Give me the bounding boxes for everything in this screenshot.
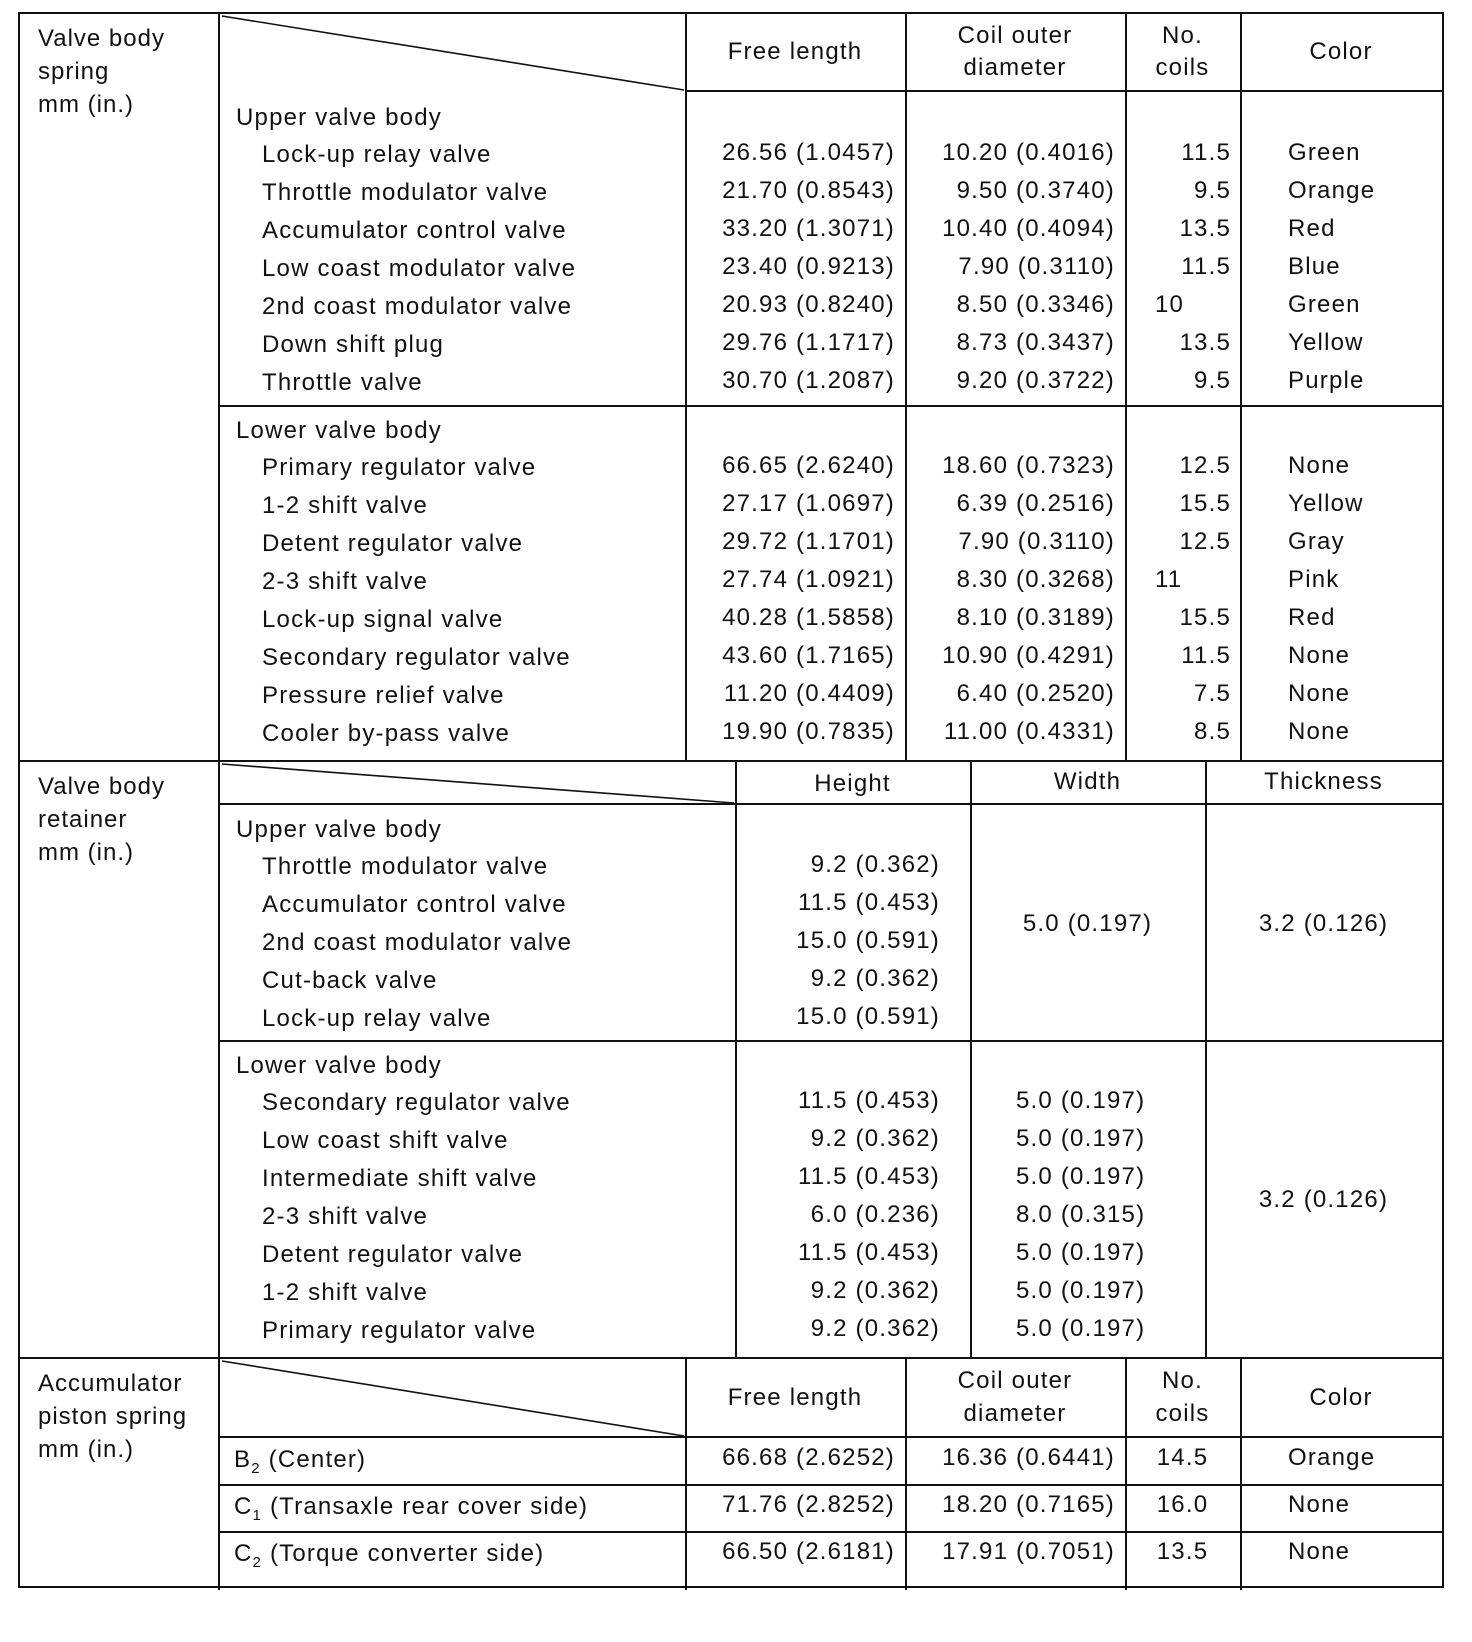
spring-free-length: 27.17 (1.0697) [722,490,895,517]
accum-header-no-coils-2: coils [1155,1400,1210,1427]
retainer-valve-name: Intermediate shift valve [262,1165,538,1192]
accum-free-length: 71.76 (2.8252) [722,1491,895,1518]
accum-no-coils: 16.0 [1156,1491,1209,1518]
spring-free-length: 30.70 (1.2087) [722,367,895,394]
spring-coil-diameter: 7.90 (0.3110) [958,253,1115,280]
spring-color: Green [1288,139,1361,166]
section-label-accumulator-piston-spring: Accumulator piston spring mm (in.) [38,1370,188,1463]
retainer-height: 9.2 (0.362) [810,965,940,992]
spring-free-length: 23.40 (0.9213) [722,253,895,280]
spring-upper-title: Upper valve body [236,104,442,131]
spring-coil-diameter: 6.40 (0.2520) [956,680,1115,707]
spring-coil-diameter: 18.60 (0.7323) [942,452,1115,479]
retainer-height: 9.2 (0.362) [810,1277,940,1304]
spring-color: Green [1288,291,1361,318]
spring-coil-diameter: 8.50 (0.3346) [956,291,1115,318]
spring-no-coils: 13.5 [1179,329,1231,356]
spring-coil-diameter: 10.20 (0.4016) [942,139,1115,166]
accum-header-color: Color [1309,1384,1373,1411]
spring-lower-title: Lower valve body [236,417,442,444]
spring-color: Gray [1288,528,1345,555]
header-no-coils: No. [1162,22,1203,49]
spring-valve-name: Lock-up relay valve [262,141,492,168]
retainer-valve-name: Lock-up relay valve [262,1005,492,1032]
spring-valve-name: Accumulator control valve [262,217,567,244]
retainer-width: 5.0 (0.197) [1016,1239,1146,1266]
retainer-lower-title: Lower valve body [236,1052,442,1079]
header-coil-outer-diameter: Coil outer [957,22,1073,49]
spring-color: None [1288,642,1351,669]
retainer-width: 5.0 (0.197) [1016,1125,1146,1152]
spring-free-length: 43.60 (1.7165) [722,642,895,669]
retainer-width: 5.0 (0.197) [1016,1315,1146,1342]
spring-no-coils: 11.5 [1181,253,1231,280]
rule-line [218,1436,1444,1438]
spring-color: None [1288,718,1351,745]
spring-free-length: 19.90 (0.7835) [722,718,895,745]
spring-free-length: 26.56 (1.0457) [722,139,895,166]
retainer-height: 11.5 (0.453) [797,889,940,916]
retainer-valve-name: 2-3 shift valve [262,1203,429,1230]
accum-coil-diameter: 16.36 (0.6441) [942,1444,1115,1471]
retainer-width: 8.0 (0.315) [1016,1201,1146,1228]
spring-color: None [1288,452,1351,479]
spring-free-length: 20.93 (0.8240) [722,291,895,318]
spring-valve-name: Low coast modulator valve [262,255,577,282]
spring-color: Yellow [1288,329,1364,356]
retainer-valve-name: Secondary regulator valve [262,1089,571,1116]
accum-spring-name: $C_2$ (Torque converter side) [234,1540,545,1571]
retainer-valve-name: Low coast shift valve [262,1127,509,1154]
spring-color: Purple [1288,367,1365,394]
spring-free-length: 11.20 (0.4409) [723,680,895,707]
spring-color: Pink [1288,566,1340,593]
retainer-valve-name: 1-2 shift valve [262,1279,429,1306]
spring-coil-diameter: 8.10 (0.3189) [956,604,1115,631]
retainer-upper-thickness: 3.2 (0.126) [1258,910,1389,937]
spring-no-coils: 9.5 [1194,177,1231,204]
retainer-height: 15.0 (0.591) [796,1003,940,1030]
spring-color: Red [1288,215,1336,242]
header-width: Width [1053,768,1122,795]
spring-no-coils: 7.5 [1194,680,1231,707]
retainer-height: 15.0 (0.591) [796,927,940,954]
spring-no-coils: 11.5 [1181,642,1231,669]
spring-free-length: 33.20 (1.3071) [722,215,895,242]
section-label-valve-body-retainer: Valve body retainer mm (in.) [38,773,165,866]
retainer-valve-name: Cut-back valve [262,967,438,994]
retainer-width: 5.0 (0.197) [1016,1087,1146,1114]
spring-valve-name: 1-2 shift valve [262,492,429,519]
retainer-width: 5.0 (0.197) [1016,1277,1146,1304]
retainer-height: 11.5 (0.453) [797,1239,940,1266]
accum-no-coils: 13.5 [1156,1538,1209,1565]
retainer-valve-name: Primary regulator valve [262,1317,537,1344]
spring-no-coils: 15.5 [1179,490,1231,517]
accum-header-coil-outer-diameter-2: diameter [963,1400,1067,1427]
header-color: Color [1309,38,1373,65]
retainer-height: 6.0 (0.236) [810,1201,940,1228]
spring-color: Red [1288,604,1336,631]
retainer-height: 9.2 (0.362) [810,1315,940,1342]
spring-coil-diameter: 6.39 (0.2516) [956,490,1115,517]
spring-free-length: 29.72 (1.1701) [722,528,895,555]
spring-coil-diameter: 10.90 (0.4291) [942,642,1115,669]
accum-color: None [1288,1538,1351,1565]
spring-valve-name: Lock-up signal valve [262,606,504,633]
spring-coil-diameter: 8.30 (0.3268) [956,566,1115,593]
spring-valve-name: Down shift plug [262,331,445,358]
spring-color: None [1288,680,1351,707]
header-height: Height [814,770,891,797]
accum-coil-diameter: 17.91 (0.7051) [942,1538,1115,1565]
accum-free-length: 66.50 (2.6181) [722,1538,895,1565]
accum-header-coil-outer-diameter: Coil outer [957,1367,1073,1394]
spring-free-length: 66.65 (2.6240) [722,452,895,479]
spring-color: Blue [1288,253,1341,280]
spring-valve-name: Cooler by-pass valve [262,720,511,747]
retainer-valve-name: Accumulator control valve [262,891,567,918]
spring-coil-diameter: 9.20 (0.3722) [956,367,1115,394]
accum-spring-name: $B_2$ (Center) [234,1446,367,1477]
spring-coil-diameter: 10.40 (0.4094) [942,215,1115,242]
spring-free-length: 40.28 (1.5858) [722,604,895,631]
spring-color: Yellow [1288,490,1364,517]
rule-line [218,1484,1444,1486]
retainer-lower-thickness: 3.2 (0.126) [1258,1186,1389,1213]
retainer-height: 9.2 (0.362) [810,851,940,878]
spring-no-coils: 11 [1155,566,1183,593]
accum-coil-diameter: 18.20 (0.7165) [942,1491,1115,1518]
spring-no-coils: 8.5 [1194,718,1231,745]
accum-color: Orange [1288,1444,1376,1471]
retainer-height: 11.5 (0.453) [797,1163,940,1190]
retainer-height: 11.5 (0.453) [797,1087,940,1114]
header-no-coils-2: coils [1155,54,1210,81]
spring-valve-name: 2-3 shift valve [262,568,429,595]
retainer-upper-title: Upper valve body [236,816,442,843]
spring-no-coils: 10 [1155,291,1185,318]
accum-header-free-length: Free length [727,1384,863,1411]
spring-no-coils: 15.5 [1179,604,1231,631]
spring-valve-name: Detent regulator valve [262,530,524,557]
spring-coil-diameter: 7.90 (0.3110) [958,528,1115,555]
spring-coil-diameter: 9.50 (0.3740) [956,177,1115,204]
spring-valve-name: Secondary regulator valve [262,644,571,671]
retainer-valve-name: Detent regulator valve [262,1241,524,1268]
accum-header-no-coils: No. [1162,1367,1203,1394]
spring-valve-name: Throttle modulator valve [262,179,549,206]
spring-free-length: 27.74 (1.0921) [722,566,895,593]
spring-no-coils: 11.5 [1181,139,1231,166]
spring-no-coils: 12.5 [1179,528,1231,555]
spring-valve-name: Throttle valve [262,369,423,396]
accum-color: None [1288,1491,1351,1518]
header-free-length: Free length [727,38,863,65]
spring-no-coils: 13.5 [1179,215,1231,242]
accum-free-length: 66.68 (2.6252) [722,1444,895,1471]
retainer-width: 5.0 (0.197) [1016,1163,1146,1190]
spring-free-length: 21.70 (0.8543) [722,177,895,204]
spring-valve-name: Pressure relief valve [262,682,505,709]
retainer-valve-name: Throttle modulator valve [262,853,549,880]
spring-free-length: 29.76 (1.1717) [722,329,895,356]
retainer-valve-name: 2nd coast modulator valve [262,929,573,956]
spring-valve-name: Primary regulator valve [262,454,537,481]
retainer-height: 9.2 (0.362) [810,1125,940,1152]
header-coil-outer-diameter-2: diameter [963,54,1067,81]
section-label-valve-body-spring: Valve body spring mm (in.) [38,25,165,118]
spring-no-coils: 9.5 [1194,367,1231,394]
spring-valve-name: 2nd coast modulator valve [262,293,573,320]
rule-line [218,1531,1444,1533]
retainer-upper-width: 5.0 (0.197) [1022,910,1153,937]
spring-coil-diameter: 11.00 (0.4331) [943,718,1115,745]
spring-coil-diameter: 8.73 (0.3437) [956,329,1115,356]
header-thickness: Thickness [1264,768,1383,795]
spring-color: Orange [1288,177,1376,204]
spring-no-coils: 12.5 [1179,452,1231,479]
accum-no-coils: 14.5 [1156,1444,1209,1471]
accum-spring-name: $C_1$ (Transaxle rear cover side) [234,1493,589,1524]
